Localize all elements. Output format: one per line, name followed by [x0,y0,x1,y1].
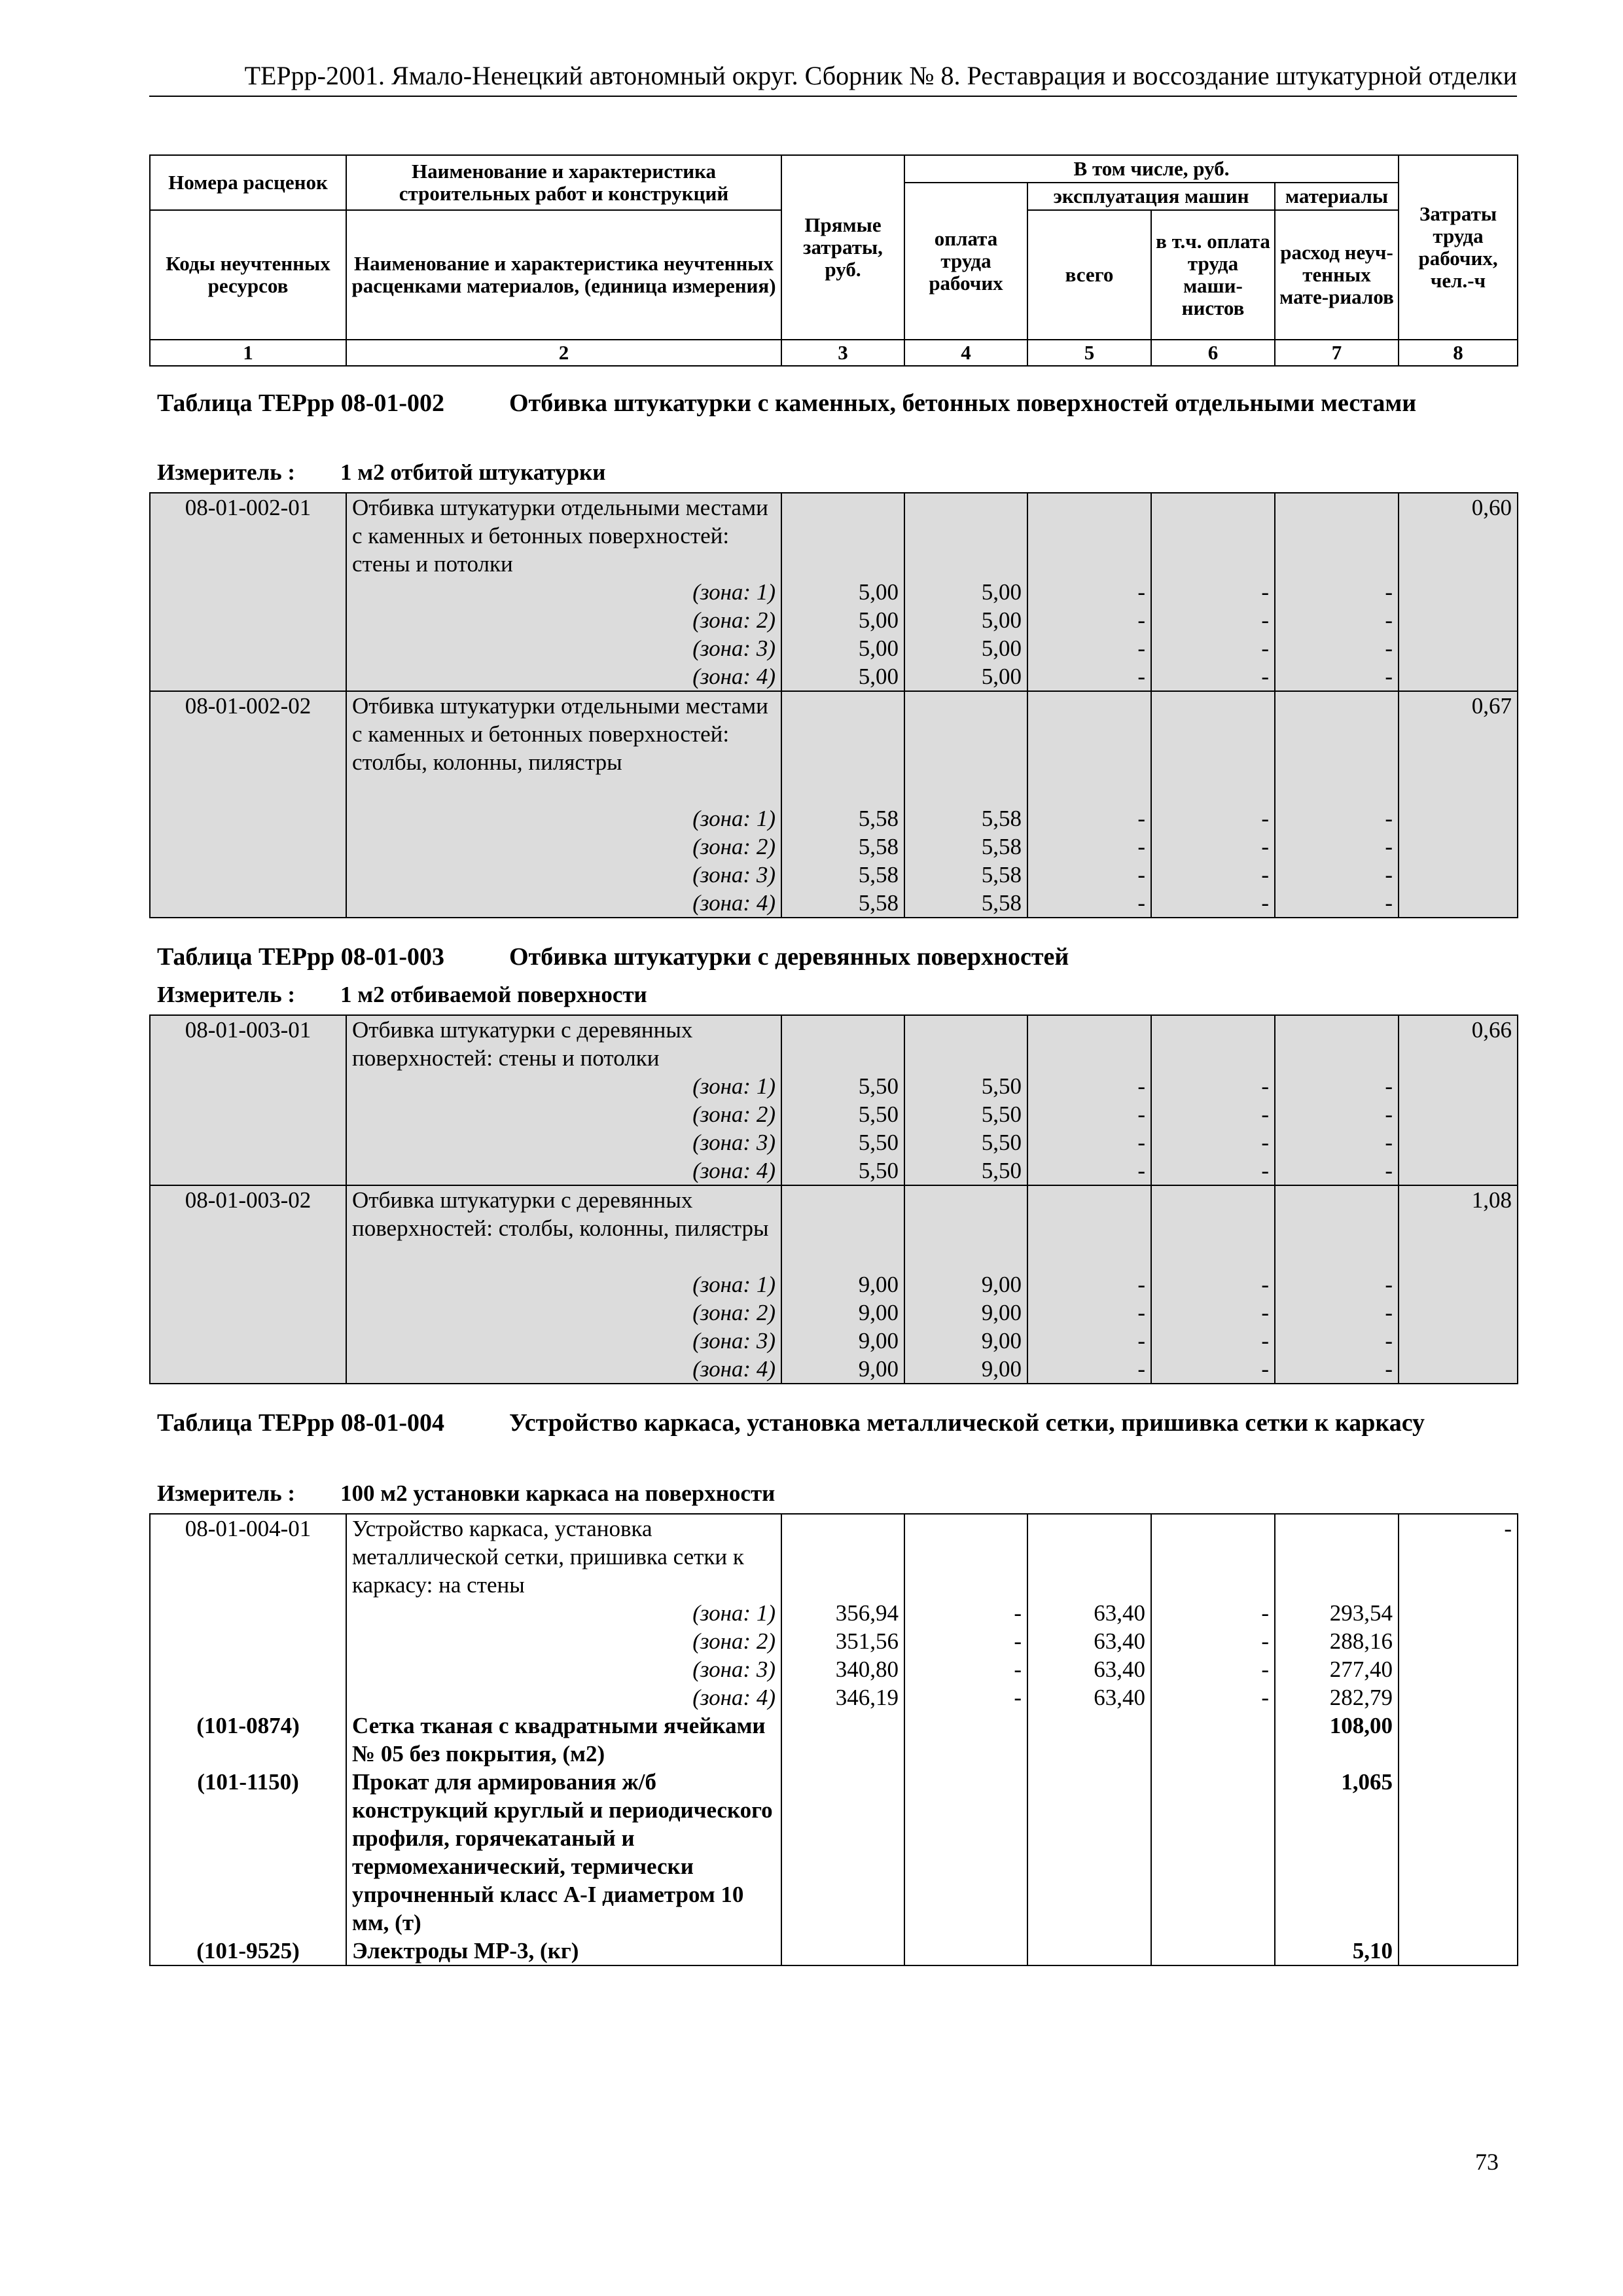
direct-cost: 356,94 [781,1599,904,1627]
header-direct: Прямые затраты, руб. [781,155,904,340]
direct-cost: 5,58 [781,833,904,861]
zone-label: (зона: 3) [346,1128,781,1157]
table-label: Таблица ТЕРрр 08-01-003 [157,943,445,971]
materials-cost: - [1275,1327,1399,1355]
machine-cost: - [1027,1299,1151,1327]
table-title: Отбивка штукатурки с деревянных поверхностей [509,943,1069,971]
zone-label: (зона: 1) [346,1599,781,1627]
rate-description: Отбивка штукатурки отдельными местами с каменных и бетонных поверхностей: стены и потолки [346,493,781,578]
machinist-cost: - [1151,833,1275,861]
zone-label: (зона: 3) [346,1327,781,1355]
header-num-8: 8 [1399,340,1518,366]
machine-cost: - [1027,833,1151,861]
header-num-2: 2 [346,340,781,366]
zone-row [150,606,1518,634]
zone-row [150,634,1518,662]
header-incl: В том числе, руб. [904,155,1399,183]
header-materials: материалы [1275,183,1399,210]
resource-description: Сетка тканая с квадратными ячейками № 05 без покрытия, (м2) [346,1712,781,1768]
materials-cost: - [1275,606,1399,634]
measure-label: Измеритель : [157,459,296,485]
header-consumption: расход неуч-тенных мате-риалов [1275,210,1399,340]
machine-cost: - [1027,861,1151,889]
direct-cost: 5,00 [781,578,904,606]
rate-description: Отбивка штукатурки с деревянных поверхностей: стены и потолки [346,1015,781,1072]
direct-cost: 340,80 [781,1655,904,1683]
rate-row [150,1015,1518,1044]
rate-description: Отбивка штукатурки отдельными местами с каменных и бетонных поверхностей: столбы, колонны, пилястры [346,691,781,804]
zone-label: (зона: 2) [346,1100,781,1128]
machine-cost: - [1027,804,1151,833]
wage-cost: 5,58 [904,804,1027,833]
rates-table [149,1014,1518,1384]
measure-label: Измеритель : [157,982,296,1007]
direct-cost: 9,00 [781,1327,904,1355]
machinist-cost: - [1151,662,1275,691]
machine-cost: 63,40 [1027,1655,1151,1683]
wage-cost: 9,00 [904,1270,1027,1299]
resource-amount: 5,10 [1275,1937,1399,1965]
machine-cost: - [1027,634,1151,662]
header-total: всего [1027,210,1151,340]
measure-line [157,459,606,486]
wage-cost: 5,50 [904,1100,1027,1128]
machinist-cost: - [1151,578,1275,606]
zone-row [150,1270,1518,1299]
machinist-cost: - [1151,861,1275,889]
wage-cost: - [904,1683,1027,1712]
header-rule [149,96,1517,97]
header-num-5: 5 [1027,340,1151,366]
machine-cost: - [1027,1270,1151,1299]
header-num-6: 6 [1151,340,1275,366]
machine-cost: 63,40 [1027,1683,1151,1712]
materials-cost: - [1275,1072,1399,1100]
wage-cost: 5,00 [904,578,1027,606]
rate-description: Устройство каркаса, установка металлической сетки, пришивка сетки к каркасу: на стены [346,1514,781,1599]
header-num-1: 1 [150,340,346,366]
wage-cost: 5,00 [904,634,1027,662]
resource-code: (101-0874) [150,1712,346,1768]
direct-cost: 5,58 [781,861,904,889]
rate-row [150,1514,1518,1543]
wage-cost: 5,50 [904,1128,1027,1157]
direct-cost: 5,50 [781,1072,904,1100]
header-num-3: 3 [781,340,904,366]
materials-cost: - [1275,578,1399,606]
zone-row [150,1683,1518,1712]
zone-label: (зона: 2) [346,1299,781,1327]
direct-cost: 5,50 [781,1157,904,1185]
materials-cost: - [1275,634,1399,662]
direct-cost: 5,00 [781,634,904,662]
table-label: Таблица ТЕРрр 08-01-004 [157,1409,445,1437]
materials-cost: - [1275,1355,1399,1384]
direct-cost: 5,00 [781,606,904,634]
zone-row [150,1599,1518,1627]
labor-value: 1,08 [1399,1185,1518,1214]
resource-amount: 108,00 [1275,1712,1399,1768]
table-title: Устройство каркаса, установка металлической сетки, пришивка сетки к каркасу [509,1409,1425,1437]
zone-row [150,1355,1518,1384]
materials-cost: - [1275,1128,1399,1157]
labor-value: - [1399,1514,1518,1543]
resource-row [150,1768,1518,1937]
machinist-cost: - [1151,1299,1275,1327]
rate-row [150,691,1518,720]
machine-cost: - [1027,1355,1151,1384]
wage-cost: 5,50 [904,1072,1027,1100]
direct-cost: 5,50 [781,1128,904,1157]
rate-code: 08-01-002-01 [150,493,346,578]
wage-cost: 5,00 [904,606,1027,634]
rate-code: 08-01-003-02 [150,1185,346,1270]
header-codes-top: Номера расценок [150,155,346,210]
materials-cost: 288,16 [1275,1627,1399,1655]
zone-label: (зона: 1) [346,578,781,606]
header-codes-bottom: Коды неучтенных ресурсов [150,210,346,340]
machine-cost: 63,40 [1027,1599,1151,1627]
zone-row [150,1655,1518,1683]
materials-cost: - [1275,889,1399,918]
resource-description: Прокат для армирования ж/б конструкций круглый и периодического профиля, горячекатаный и термомеханический, термически упрочненный класс А-I диаметром 10 мм, (т) [346,1768,781,1937]
machine-cost: - [1027,606,1151,634]
materials-cost: - [1275,662,1399,691]
table-title: Отбивка штукатурки с каменных, бетонных поверхностей отдельными местами [509,389,1417,417]
resource-row [150,1712,1518,1768]
header-wage: оплата труда рабочих [904,183,1027,340]
measure-value: 100 м2 установки каркаса на поверхности [340,1480,776,1506]
zone-label: (зона: 4) [346,1157,781,1185]
rate-code: 08-01-003-01 [150,1015,346,1072]
machine-cost: - [1027,1100,1151,1128]
machinist-cost: - [1151,606,1275,634]
resource-row [150,1937,1518,1965]
zone-label: (зона: 4) [346,662,781,691]
rates-table [149,492,1518,918]
materials-cost: - [1275,861,1399,889]
labor-value: 0,60 [1399,493,1518,522]
direct-cost: 5,58 [781,889,904,918]
machinist-cost: - [1151,804,1275,833]
materials-cost: 293,54 [1275,1599,1399,1627]
machinist-cost: - [1151,1627,1275,1655]
direct-cost: 351,56 [781,1627,904,1655]
header-name-top: Наименование и характеристика строительных работ и конструкций [346,155,781,210]
zone-row [150,833,1518,861]
materials-cost: 282,79 [1275,1683,1399,1712]
materials-cost: - [1275,1299,1399,1327]
rates-table [149,1513,1518,1966]
zone-label: (зона: 3) [346,861,781,889]
wage-cost: - [904,1599,1027,1627]
machinist-cost: - [1151,1128,1275,1157]
materials-cost: - [1275,1100,1399,1128]
machinist-cost: - [1151,634,1275,662]
machinist-cost: - [1151,1100,1275,1128]
header-name-bottom: Наименование и характеристика неучтенных расценками материалов, (единица измерения) [346,210,781,340]
zone-label: (зона: 3) [346,1655,781,1683]
measure-value: 1 м2 отбиваемой поверхности [340,982,647,1007]
labor-value: 0,66 [1399,1015,1518,1044]
header-machine: эксплуатация машин [1027,183,1275,210]
zone-row [150,1072,1518,1100]
measure-value: 1 м2 отбитой штукатурки [340,459,606,485]
machinist-cost: - [1151,1072,1275,1100]
header-labor: Затраты труда рабочих, чел.-ч [1399,155,1518,340]
machine-cost: - [1027,1157,1151,1185]
rate-row [150,493,1518,522]
wage-cost: 5,00 [904,662,1027,691]
machine-cost: - [1027,1128,1151,1157]
zone-row [150,804,1518,833]
zone-label: (зона: 2) [346,833,781,861]
rate-description: Отбивка штукатурки с деревянных поверхностей: столбы, колонны, пилястры [346,1185,781,1270]
rate-row [150,1185,1518,1214]
zone-row [150,1299,1518,1327]
machinist-cost: - [1151,1599,1275,1627]
zone-label: (зона: 3) [346,634,781,662]
direct-cost: 5,58 [781,804,904,833]
machine-cost: - [1027,578,1151,606]
zone-label: (зона: 1) [346,1072,781,1100]
wage-cost: 5,58 [904,889,1027,918]
measure-label: Измеритель : [157,1480,296,1506]
header-num-7: 7 [1275,340,1399,366]
resource-amount: 1,065 [1275,1768,1399,1937]
zone-label: (зона: 1) [346,1270,781,1299]
machine-cost: - [1027,662,1151,691]
column-header-table [149,154,1518,367]
header-num-4: 4 [904,340,1027,366]
machinist-cost: - [1151,1655,1275,1683]
materials-cost: - [1275,804,1399,833]
wage-cost: - [904,1627,1027,1655]
direct-cost: 346,19 [781,1683,904,1712]
zone-label: (зона: 4) [346,1683,781,1712]
wage-cost: - [904,1655,1027,1683]
wage-cost: 9,00 [904,1299,1027,1327]
machine-cost: - [1027,1072,1151,1100]
header-machinist: в т.ч. оплата труда маши-нистов [1151,210,1275,340]
rate-code: 08-01-002-02 [150,691,346,804]
wage-cost: 5,50 [904,1157,1027,1185]
zone-label: (зона: 2) [346,1627,781,1655]
machinist-cost: - [1151,1327,1275,1355]
measure-line [157,982,647,1008]
zone-row [150,1100,1518,1128]
resource-description: Электроды МР-3, (кг) [346,1937,781,1965]
materials-cost: - [1275,833,1399,861]
labor-value: 0,67 [1399,691,1518,720]
direct-cost: 9,00 [781,1270,904,1299]
zone-row [150,861,1518,889]
rate-code: 08-01-004-01 [150,1514,346,1599]
wage-cost: 9,00 [904,1355,1027,1384]
machinist-cost: - [1151,1157,1275,1185]
wage-cost: 5,58 [904,861,1027,889]
zone-row [150,662,1518,691]
machine-cost: - [1027,1327,1151,1355]
zone-row [150,1627,1518,1655]
machinist-cost: - [1151,1683,1275,1712]
machine-cost: - [1027,889,1151,918]
machinist-cost: - [1151,889,1275,918]
wage-cost: 9,00 [904,1327,1027,1355]
direct-cost: 5,00 [781,662,904,691]
zone-label: (зона: 2) [346,606,781,634]
direct-cost: 9,00 [781,1299,904,1327]
zone-row [150,889,1518,918]
zone-label: (зона: 4) [346,1355,781,1384]
zone-row [150,578,1518,606]
direct-cost: 9,00 [781,1355,904,1384]
zone-row [150,1157,1518,1185]
table-label: Таблица ТЕРрр 08-01-002 [157,389,445,417]
materials-cost: - [1275,1157,1399,1185]
machine-cost: 63,40 [1027,1627,1151,1655]
machinist-cost: - [1151,1355,1275,1384]
running-header: ТЕРрр-2001. Ямало-Ненецкий автономный округ. Сборник № 8. Реставрация и воссоздание штукатурной отделки [244,61,1517,90]
resource-code: (101-9525) [150,1937,346,1965]
measure-line [157,1480,776,1507]
zone-row [150,1128,1518,1157]
zone-label: (зона: 1) [346,804,781,833]
zone-row [150,1327,1518,1355]
zone-label: (зона: 4) [346,889,781,918]
resource-code: (101-1150) [150,1768,346,1937]
direct-cost: 5,50 [781,1100,904,1128]
materials-cost: 277,40 [1275,1655,1399,1683]
wage-cost: 5,58 [904,833,1027,861]
page-number: 73 [1475,2149,1499,2175]
materials-cost: - [1275,1270,1399,1299]
machinist-cost: - [1151,1270,1275,1299]
